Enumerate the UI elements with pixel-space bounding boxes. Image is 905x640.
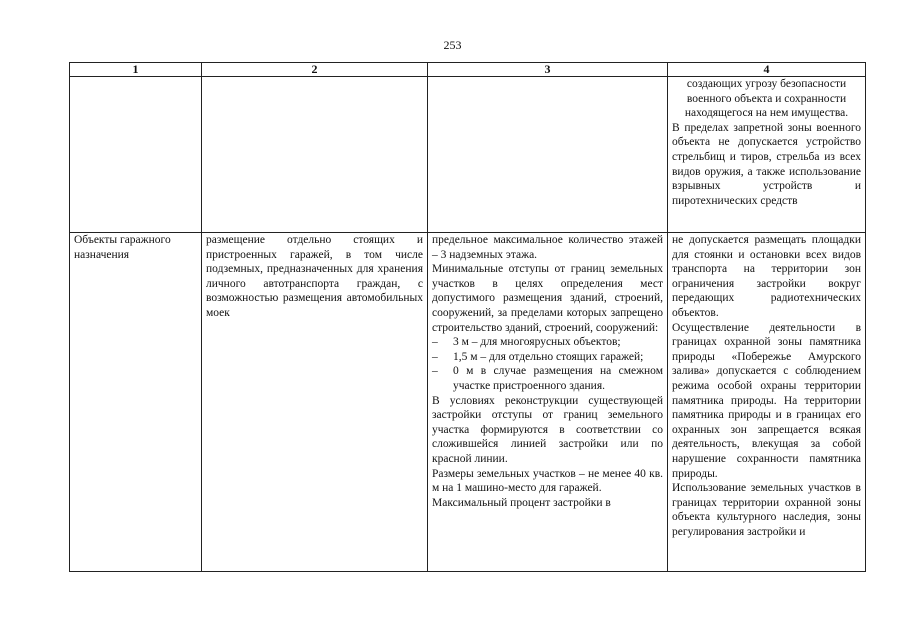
list-item [432, 350, 663, 365]
continuation-row [70, 77, 866, 233]
list-item [432, 364, 663, 393]
object-type-cell: Объекты гаражного назначения [70, 233, 202, 572]
setbacks-intro-text: Минимальные отступы от границ земельных участков в целях определения мест допустимого размещения зданий, строений, сооружений, за пределами которых запрещено строительство зданий, строений, сооружений: [432, 263, 663, 334]
restriction-text-2: В пределах запретной зоны военного объекта не допускается устройство стрельбищ и тиров, стрельба из всех видов оружия, а также использование взрывных устройств и пиротехнических средств [672, 121, 861, 207]
continuation-cell-2 [202, 77, 428, 233]
dash-mark: – [432, 350, 438, 363]
parameters-cell [428, 233, 668, 572]
column-header-1: 1 [70, 63, 202, 77]
max-coverage-text: Максимальный процент застройки в [432, 496, 611, 509]
list-item-text: 1,5 м – для отдельно стоящих гаражей; [453, 350, 644, 363]
header-row [70, 63, 866, 77]
column-header-4: 4 [668, 63, 866, 77]
nature-monument-text: Осуществление деятельности в границах охранной зоны памятника природы «Побережье Амурского залива» допускается с соблюдением режима особой охраны территории памятника природы. На территории памятника природы и в границах его охранных зон запрещается всякая деятельность, влекущая за собой нарушение сохранности памятника природы. [672, 321, 861, 480]
max-floors-text: предельное максимальное количество этажей – 3 надземных этажа. [432, 234, 663, 261]
plot-size-text: Размеры земельных участков – не менее 40 кв. м на 1 машино-место для гаражей. [432, 467, 663, 495]
heritage-zone-text: Использование земельных участков в границах территории охранной зоны объекта культурного наследия, зоны регулирования застройки и [672, 482, 861, 538]
dash-mark: – [432, 365, 438, 378]
permitted-use-cell: размещение отдельно стоящих и пристроенных гаражей, в том числе подземных, предназначенных для хранения личного автотранспорта граждан, с возможностью размещения автомобильных моек [202, 233, 428, 572]
continuation-cell-4 [668, 77, 866, 233]
continuation-cell-3 [428, 77, 668, 233]
list-item-text: 3 м – для многоярусных объектов; [453, 336, 621, 349]
garage-objects-row [70, 233, 866, 572]
dash-mark: – [432, 336, 438, 349]
setbacks-list [432, 335, 663, 393]
restriction-text-1: создающих угрозу безопасности военного объекта и сохранности находящегося на нем имущества. [684, 78, 849, 120]
list-item [432, 335, 663, 350]
page-number: 253 [443, 38, 462, 52]
restrictions-cell [668, 233, 866, 572]
transport-restriction-text: не допускается размещать площадки для стоянки и остановки всех видов транспорта на территории зон ограничения застройки вокруг передающих радиотехнических объектов. [672, 234, 861, 319]
regulations-table [69, 62, 866, 572]
column-header-2: 2 [202, 63, 428, 77]
continuation-cell-1 [70, 77, 202, 233]
list-item-text: 0 м в случае размещения на смежном участке пристроенного здания. [453, 365, 663, 392]
reconstruction-text: В условиях реконструкции существующей застройки отступы от границ земельного участка формируются в соответствии со сложившейся линией застройки или по красной линии. [432, 394, 663, 465]
column-header-3: 3 [428, 63, 668, 77]
